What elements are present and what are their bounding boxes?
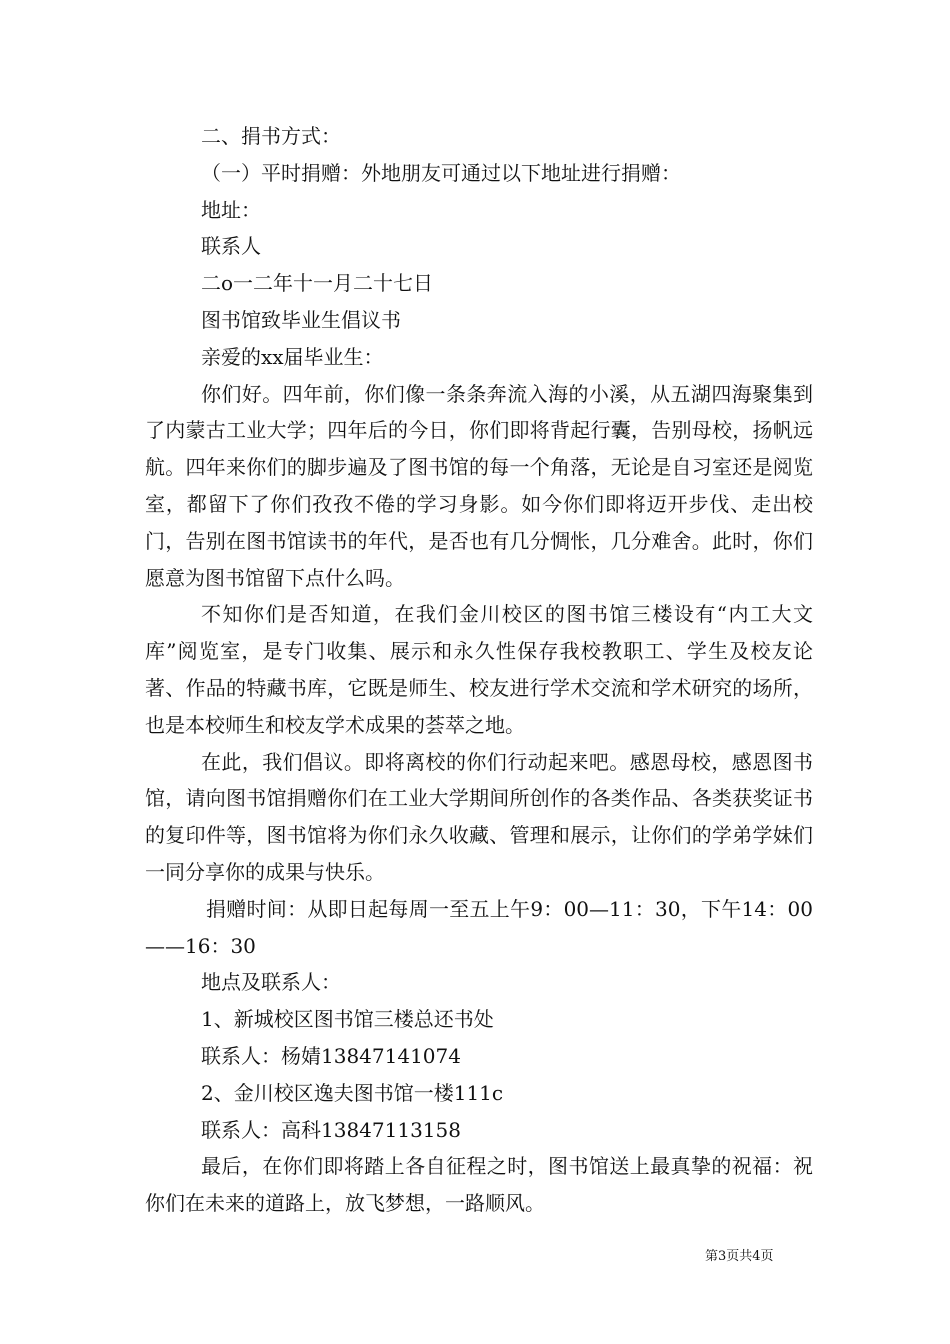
contact-label: 联系人: [201, 234, 261, 259]
contact-info: 联系人：高科13847113158: [201, 1117, 461, 1142]
contact-info: 联系人：杨婧13847141074: [201, 1043, 461, 1068]
location-item: 1、新城校区图书馆三楼总还书处: [201, 1007, 494, 1032]
body-paragraph: 不知你们是否知道，在我们金川校区的图书馆三楼设有“内工大文库”阅览室，是专门收集、展示和永久性保存我校教职工、学生及校友论著、作品的特藏书库，它既是师生、校友进行学术交流和学术研究的场所，也是本校师生和校友学术成果的荟萃之地。: [145, 602, 813, 737]
body-paragraph: 你们好。四年前，你们像一条条奔流入海的小溪，从五湖四海聚集到了内蒙古工业大学；四年后的今日，你们即将背起行囊，告别母校，扬帆远航。四年来你们的脚步遍及了图书馆的每一个角落，无论是自习室还是阅览室，都留下了你们孜孜不倦的学习身影。如今你们即将迈开步伐、走出校门，告别在图书馆读书的年代，是否也有几分惆怅，几分难舍。此时，你们愿意为图书馆留下点什么吗。: [145, 381, 813, 590]
page-number: 第3页共4页: [705, 1249, 774, 1264]
location-heading: 地点及联系人：: [201, 970, 341, 995]
document-body: [145, 118, 813, 1222]
document-title: 图书馆致毕业生倡议书: [201, 307, 401, 332]
donation-time: 捐赠时间：从即日起每周一至五上午9：00—11：30，下午14：00——16：30: [145, 896, 813, 958]
date-line: 二o一二年十一月二十七日: [201, 271, 434, 296]
address-label: 地址：: [201, 197, 261, 222]
salutation: 亲爱的xx届毕业生：: [201, 344, 384, 369]
donation-method-item: （一）平时捐赠：外地朋友可通过以下地址进行捐赠：: [201, 160, 681, 185]
section-heading: 二、捐书方式：: [201, 124, 341, 148]
location-item: 2、金川校区逸夫图书馆一楼111c: [201, 1080, 504, 1105]
closing-paragraph: 最后，在你们即将踏上各自征程之时，图书馆送上最真挚的祝福：祝你们在未来的道路上，放飞梦想，一路顺风。: [145, 1154, 813, 1216]
body-paragraph: 在此，我们倡议。即将离校的你们行动起来吧。感恩母校，感恩图书馆，请向图书馆捐赠你们在工业大学期间所创作的各类作品、各类获奖证书的复印件等，图书馆将为你们永久收藏、管理和展示，让你们的学弟学妹们一同分享你的成果与快乐。: [145, 749, 813, 884]
